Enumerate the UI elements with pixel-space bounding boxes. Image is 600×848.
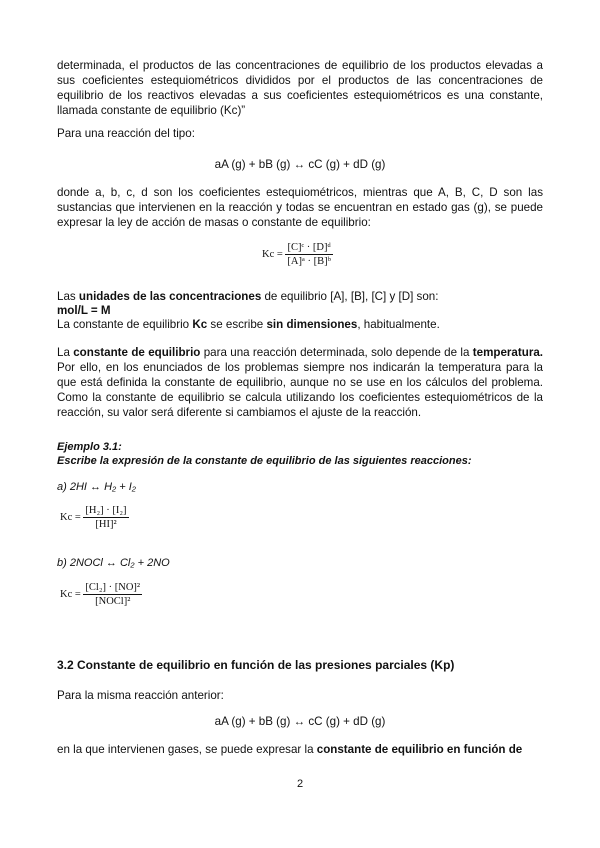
example-a-lhs: Kc =: [60, 511, 81, 523]
kc-formula-fraction: [285, 242, 332, 267]
paragraph-temperature: [57, 345, 543, 420]
units-value: [57, 303, 543, 318]
kc-formula-numerator: [C]ᶜ · [D]ᵈ: [285, 242, 332, 255]
gases-pre: en la que intervienen gases, se puede expresar la: [57, 743, 317, 756]
general-reaction: aA (g) + bB (g) ↔ cC (g) + dD (g): [214, 158, 386, 171]
dimensionless-post: , habitualmente.: [357, 318, 440, 331]
dimensionless-pre: La constante de equilibrio: [57, 318, 193, 331]
example-b-formula: [60, 582, 142, 607]
example-b-reaction: b) 2NOCl ↔ Cl₂ + 2NO: [57, 557, 170, 569]
dimensionless-kc: Kc: [192, 318, 208, 331]
dimensionless-mid: se escribe: [207, 318, 267, 331]
kc-formula-denominator: [A]ᵃ · [B]ᵇ: [287, 256, 331, 267]
units-line: [57, 289, 543, 304]
temperature-bold-constant: constante de equilibrio: [73, 346, 201, 359]
units-bold: unidades de las concentraciones: [78, 290, 262, 303]
paragraph-same-reaction: Para la misma reacción anterior:: [57, 689, 224, 702]
paragraph-coefficients: donde a, b, c, d son los coeficientes estequiométricos, mientras que A, B, C, D son las sustancias que intervienen en la reacción y todas se encuentran en estado gas (g), se puede expresar la ley de acción de masas o constante de equilibrio:: [57, 186, 543, 229]
example-a-denominator: [HI]²: [95, 519, 117, 530]
example-statement: Escribe la expresión de la constante de equilibrio de las siguientes reacciones:: [57, 455, 472, 467]
temperature-mid: para una reacción determinada, solo depende de la: [200, 346, 473, 359]
temperature-post: Por ello, en los enunciados de los problemas siempre nos indicarán la temperatura para la que está definida la constante de equilibrio, aunque no se use en los cálculos del problema. Como la constante de equilibrio se calcula utilizando los coeficientes estequiométricos de la reacción, su valor será diferente si cambiamos el ajuste de la reacción.: [57, 361, 543, 419]
kc-formula-lhs: Kc =: [262, 248, 283, 260]
temperature-bold-temperature: temperatura.: [472, 346, 543, 359]
units-value-text: mol/L = M: [57, 304, 111, 317]
dimensionless-bold: sin dimensiones: [266, 318, 358, 331]
section-heading: 3.2 Constante de equilibrio en función de las presiones parciales (Kp): [57, 658, 455, 672]
paragraph-definition: determinada, el productos de las concentraciones de equilibrio de los productos elevadas a sus coeficientes estequiométricos divididos por el productos de las concentraciones de equilibrio de los reactivos elevadas a sus coeficientes estequiométricos es una constante, llamada constante de equilibrio (Kc)”: [57, 59, 543, 117]
page-number: 2: [296, 778, 304, 790]
gases-bold: constante de equilibrio en función de: [316, 743, 523, 756]
example-a-numerator: [H₂] · [I₂]: [85, 505, 127, 516]
dimensionless-line: [57, 317, 543, 332]
example-a-fraction: [83, 505, 128, 530]
example-b-numerator: [Cl₂] · [NO]²: [85, 582, 141, 593]
reaction-intro: Para una reacción del tipo:: [57, 127, 195, 140]
paragraph-gases: [57, 742, 543, 757]
example-b-lhs: Kc =: [60, 588, 81, 600]
example-b-denominator: [NOCl]²: [95, 596, 131, 607]
example-b-fraction: [83, 582, 142, 607]
example-a-reaction: a) 2HI ↔ H₂ + I₂: [57, 481, 136, 493]
units-post: de equilibrio [A], [B], [C] y [D] son:: [261, 290, 439, 303]
kc-formula: [262, 242, 333, 267]
general-reaction-2: aA (g) + bB (g) ↔ cC (g) + dD (g): [214, 715, 386, 728]
example-a-formula: [60, 505, 129, 530]
temperature-pre: La: [57, 346, 74, 359]
units-pre: Las: [57, 290, 79, 303]
example-title: Ejemplo 3.1:: [57, 441, 122, 453]
